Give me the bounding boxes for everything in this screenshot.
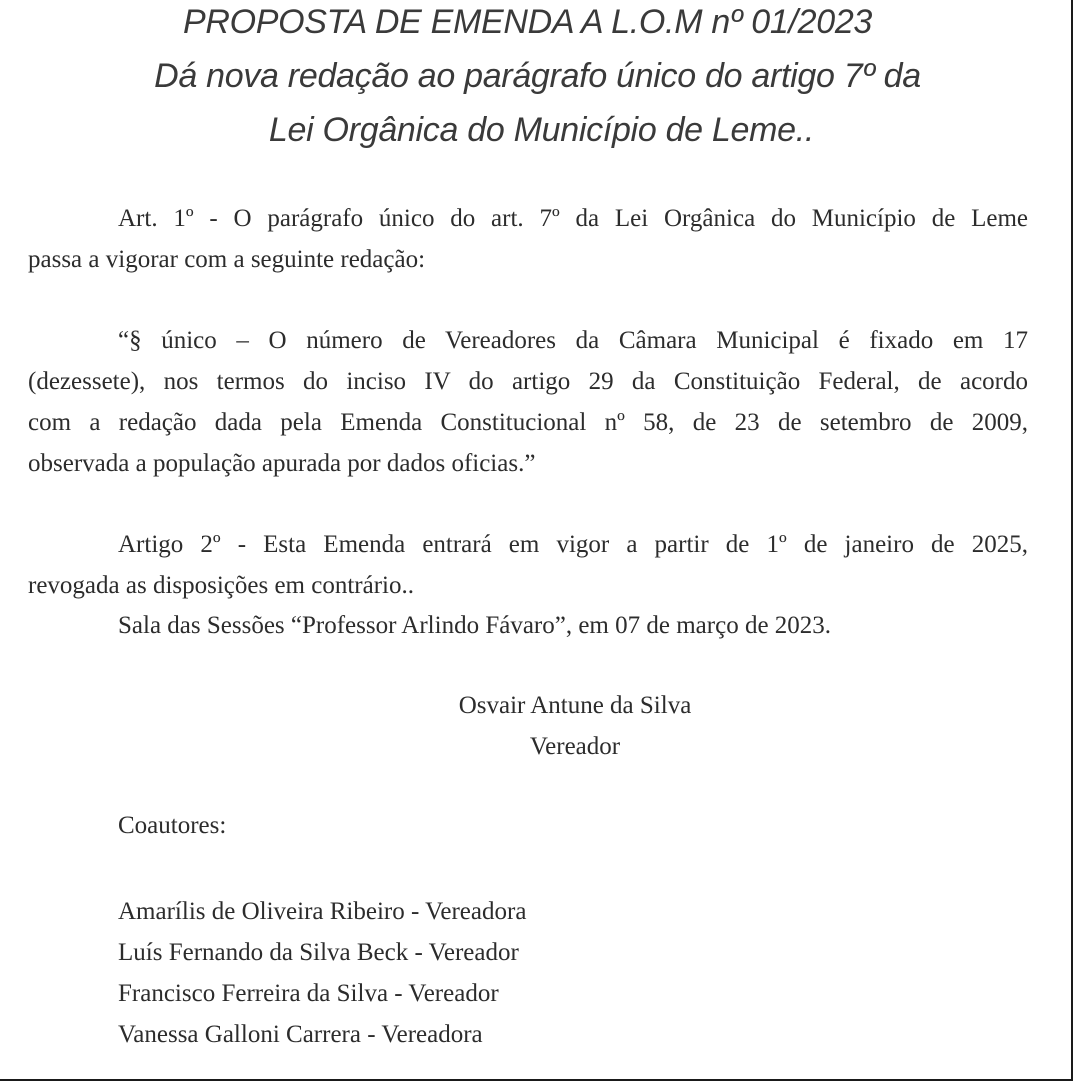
paragrafo-unico-paragraph bbox=[28, 320, 1028, 484]
signer-role: Vereador bbox=[529, 733, 621, 760]
coauthor-item: Vanessa Galloni Carrera - Vereadora bbox=[118, 1021, 483, 1048]
session-date-line: Sala das Sessões “Professor Arlindo Fávaro”, em 07 de março de 2023. bbox=[118, 612, 832, 639]
article-2-paragraph bbox=[28, 524, 1028, 606]
coauthors-label: Coautores: bbox=[118, 812, 227, 839]
paragrafo-unico-line-2: (dezessete), nos termos do inciso IV do artigo 29 da Constituição Federal, de acordo bbox=[28, 368, 1028, 395]
article-1-paragraph bbox=[28, 198, 1028, 280]
article-2-line-1: Artigo 2º - Esta Emenda entrará em vigor a partir de 1º de janeiro de 2025, bbox=[118, 531, 1028, 558]
paragrafo-unico-line-1: “§ único – O número de Vereadores da Câmara Municipal é fixado em 17 bbox=[118, 327, 1028, 354]
paragrafo-unico-line-4: observada a população apurada por dados oficias.” bbox=[28, 450, 536, 477]
coauthor-item: Francisco Ferreira da Silva - Vereador bbox=[118, 980, 499, 1007]
article-2-line-2: revogada as disposições em contrário.. bbox=[28, 572, 414, 599]
signer-name: Osvair Antune da Silva bbox=[458, 692, 692, 719]
coauthor-item: Amarílis de Oliveira Ribeiro - Vereadora bbox=[118, 898, 527, 925]
proposal-subtitle-line-1: Dá nova redação ao parágrafo único do artigo 7º da bbox=[154, 57, 921, 95]
paragrafo-unico-line-3: com a redação dada pela Emenda Constitucional nº 58, de 23 de setembro de 2009, bbox=[28, 409, 1028, 436]
proposal-subtitle-line-2: Lei Orgânica do Município de Leme.. bbox=[268, 111, 815, 149]
coauthor-item: Luís Fernando da Silva Beck - Vereador bbox=[118, 939, 519, 966]
coauthors-list bbox=[118, 891, 526, 1055]
article-1-line-1: Art. 1º - O parágrafo único do art. 7º da Lei Orgânica do Município de Leme bbox=[118, 205, 1028, 232]
proposal-title: PROPOSTA DE EMENDA A L.O.M nº 01/2023 bbox=[182, 3, 873, 41]
article-1-line-2: passa a vigorar com a seguinte redação: bbox=[28, 246, 426, 273]
